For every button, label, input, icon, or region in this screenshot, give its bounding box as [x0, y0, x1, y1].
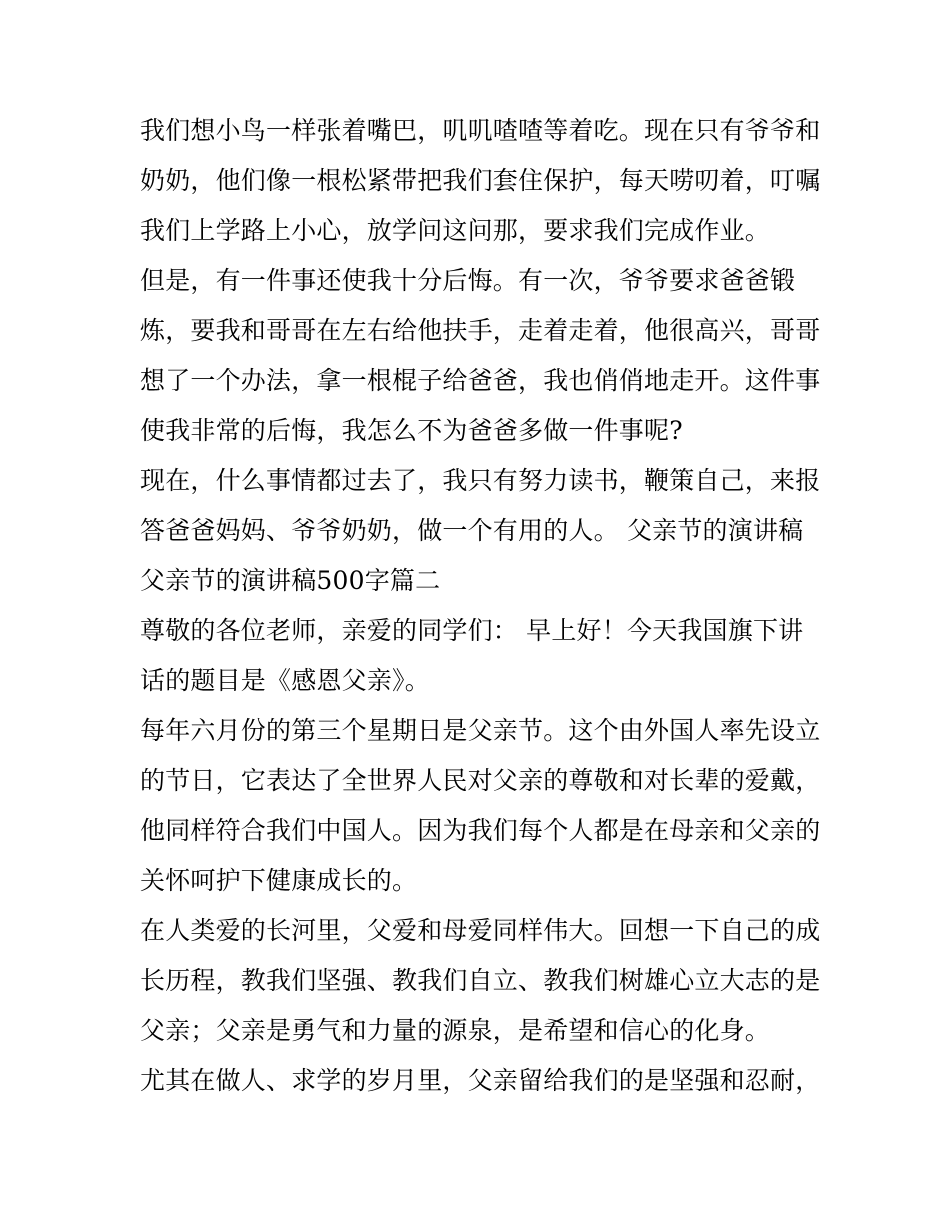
text-line: 的节日，它表达了全世界人民对父亲的尊敬和对长辈的爱戴， — [140, 766, 821, 795]
text-line: 答爸爸妈妈、爷爷奶奶，做一个有用的人。 父亲节的演讲稿 — [140, 516, 804, 545]
text-line: 我们想小鸟一样张着嘴巴，叽叽喳喳等着吃。现在只有爷爷和 — [140, 116, 821, 145]
text-line: 尊敬的各位老师，亲爱的同学们： 早上好！今天我国旗下讲 — [140, 616, 804, 645]
text-line: 话的题目是《感恩父亲》。 — [140, 666, 430, 695]
text-line: 奶奶，他们像一根松紧带把我们套住保护，每天唠叨着，叮嘱 — [140, 166, 821, 195]
text-line: 每年六月份的第三个星期日是父亲节。这个由外国人率先设立 — [140, 716, 821, 745]
text-line: 想了一个办法，拿一根棍子给爸爸，我也俏俏地走开。这件事 — [140, 366, 821, 395]
text-line: 父亲；父亲是勇气和力量的源泉，是希望和信心的化身。 — [140, 1016, 771, 1045]
text-line: 现在，什么事情都过去了，我只有努力读书，鞭策自己，来报 — [140, 466, 821, 495]
text-line: 长历程，教我们坚强、教我们自立、教我们树雄心立大志的是 — [140, 966, 821, 995]
text-line: 但是，有一件事还使我十分后悔。有一次，爷爷要求爸爸锻 — [140, 266, 796, 295]
document-body — [140, 106, 820, 1106]
text-line: 他同样符合我们中国人。因为我们每个人都是在母亲和父亲的 — [140, 816, 821, 845]
text-line: 在人类爱的长河里，父爱和母爱同样伟大。回想一下自己的成 — [140, 916, 821, 945]
text-line: 尤其在做人、求学的岁月里，父亲留给我们的是坚强和忍耐， — [140, 1066, 821, 1095]
text-line: 我们上学路上小心，放学问这问那，要求我们完成作业。 — [140, 216, 771, 245]
text-line: 关怀呵护下健康成长的。 — [140, 866, 418, 895]
section-heading: 父亲节的演讲稿500字篇二 — [140, 566, 441, 595]
text-line: 炼，要我和哥哥在左右给他扶手，走着走着，他很高兴，哥哥 — [140, 316, 821, 345]
text-line: 使我非常的后悔，我怎么不为爸爸多做一件事呢? — [140, 416, 683, 445]
